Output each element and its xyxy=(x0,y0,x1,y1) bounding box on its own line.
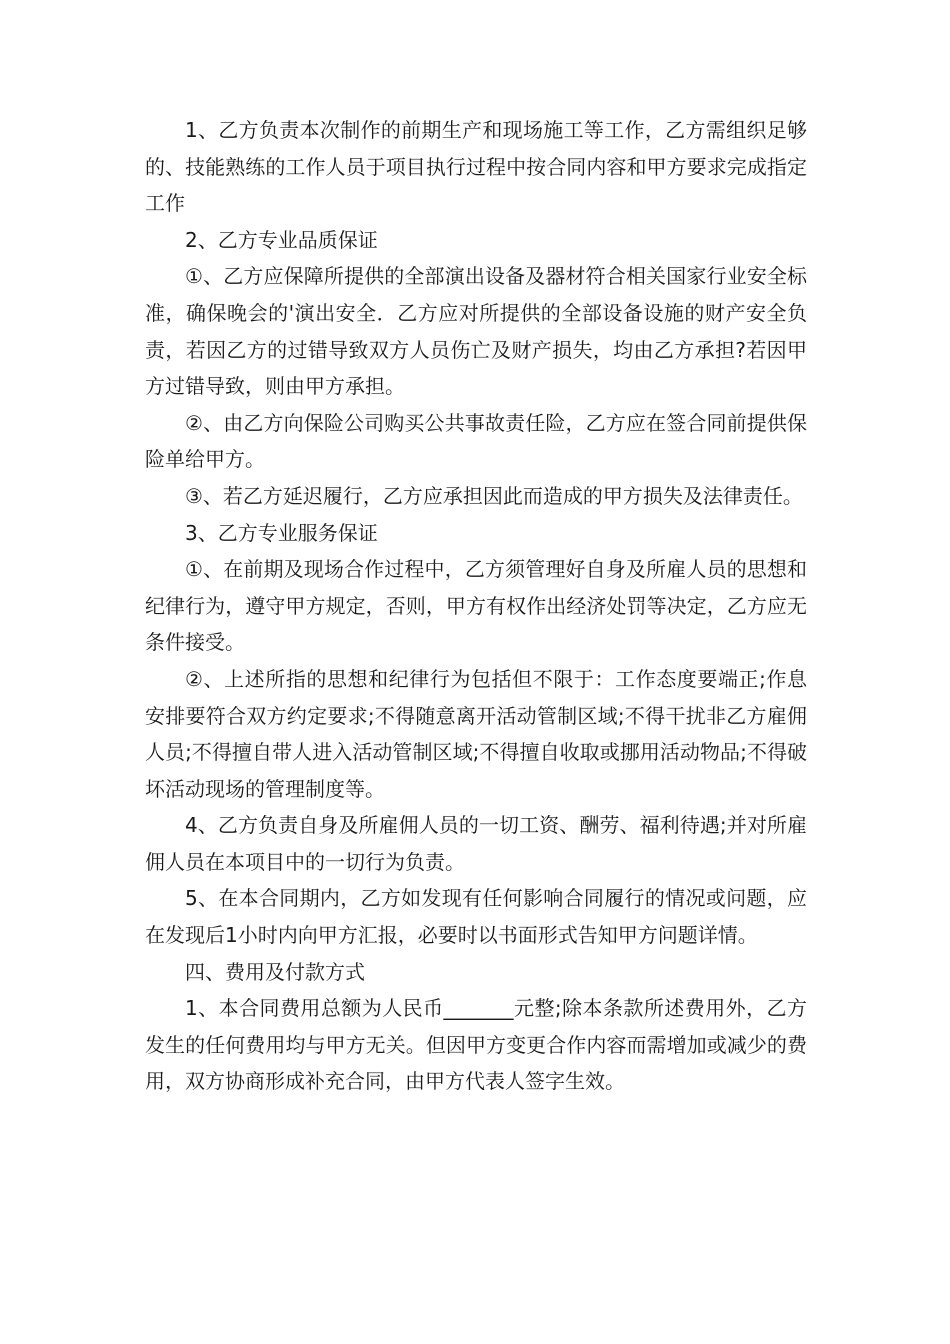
paragraph-2: 2、乙方专业品质保证 xyxy=(185,227,378,252)
document-body xyxy=(145,112,807,1100)
paragraph-1: 1、乙方负责本次制作的前期生产和现场施工等工作，乙方需组织足够的、技能熟练的工作人员于项目执行过程中按合同内容和甲方要求完成指定工作 xyxy=(145,118,807,216)
paragraph-11: 四、费用及付款方式 xyxy=(185,959,365,984)
paragraph-12: 1、本合同费用总额为人民币_______元整;除本条款所述费用外，乙方发生的任何费用均与甲方无关。但因甲方变更合作内容而需增加或减少的费用，双方协商形成补充合同，由甲方代表人签字生效。 xyxy=(145,996,807,1094)
paragraph-5: ③、若乙方延迟履行，乙方应承担因此而造成的甲方损失及法律责任。 xyxy=(185,483,803,508)
paragraph-8: ②、上述所指的思想和纪律行为包括但不限于：工作态度要端正;作息安排要符合双方约定要求;不得随意离开活动管制区域;不得干扰非乙方雇佣人员;不得擅自带人进入活动管制区域;不得擅自收取或挪用活动物品;不得破坏活动现场的管理制度等。 xyxy=(145,666,807,801)
paragraph-7: ①、在前期及现场合作过程中，乙方须管理好自身及所雇人员的思想和纪律行为，遵守甲方规定，否则，甲方有权作出经济处罚等决定，乙方应无条件接受。 xyxy=(145,557,807,655)
paragraph-4: ②、由乙方向保险公司购买公共事故责任险，乙方应在签合同前提供保险单给甲方。 xyxy=(145,410,807,472)
paragraph-3: ①、乙方应保障所提供的全部演出设备及器材符合相关国家行业安全标准，确保晚会的'演出安全．乙方应对所提供的全部设备设施的财产安全负责，若因乙方的过错导致双方人员伤亡及财产损失，均由乙方承担?若因甲方过错导致，则由甲方承担。 xyxy=(145,264,807,399)
paragraph-9: 4、乙方负责自身及所雇佣人员的一切工资、酬劳、福利待遇;并对所雇佣人员在本项目中的一切行为负责。 xyxy=(145,813,807,874)
paragraph-10: 5、在本合同期内，乙方如发现有任何影响合同履行的情况或问题，应在发现后1小时内向甲方汇报，必要时以书面形式告知甲方问题详情。 xyxy=(145,886,807,948)
paragraph-6: 3、乙方专业服务保证 xyxy=(185,520,378,545)
